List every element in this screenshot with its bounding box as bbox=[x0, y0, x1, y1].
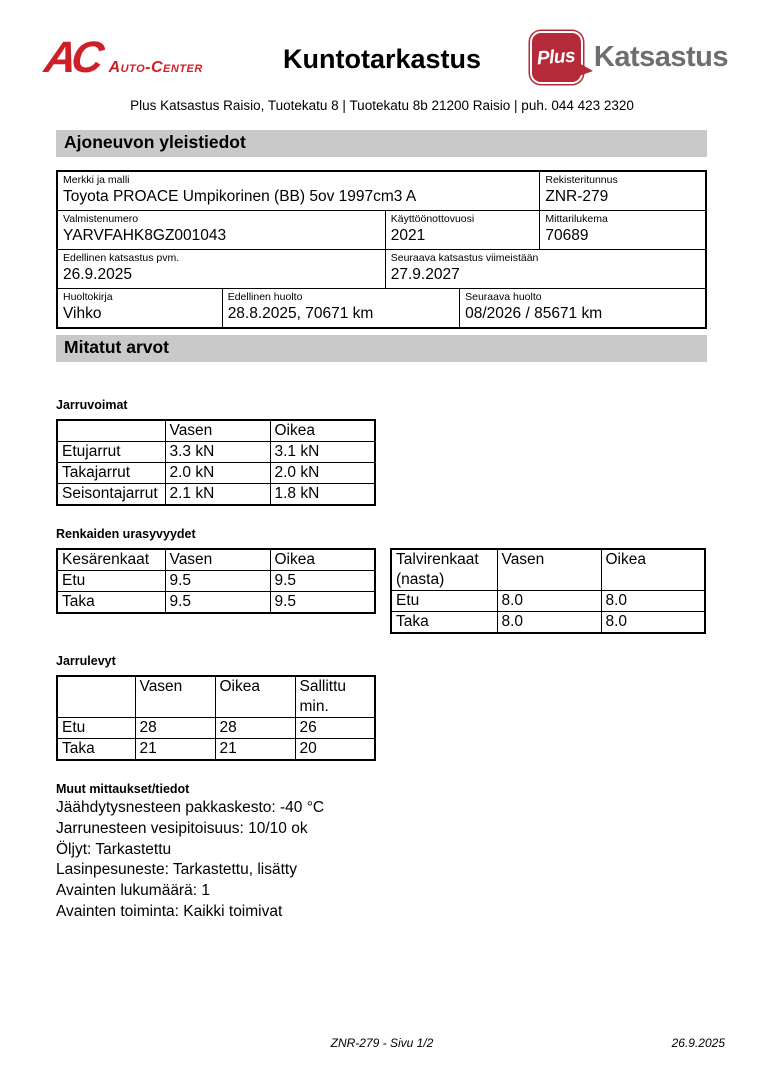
field-label: Mittarilukema bbox=[545, 213, 608, 225]
section-header-measured-values: Mitatut arvot bbox=[56, 335, 707, 362]
field-label: Valmistenumero bbox=[63, 213, 139, 225]
table-header-row bbox=[57, 676, 375, 718]
field-previous-inspection bbox=[58, 250, 385, 288]
field-vin bbox=[58, 211, 385, 249]
other-measurements-title: Muut mittaukset/tiedot bbox=[56, 782, 190, 796]
header-cell: Oikea bbox=[601, 549, 705, 591]
table-header-row bbox=[391, 549, 705, 591]
value-cell: 8.0 bbox=[601, 612, 705, 634]
header-cell: Vasen bbox=[165, 549, 270, 571]
measurement-line: Öljyt: Tarkastettu bbox=[56, 840, 172, 858]
value-cell: 21 bbox=[135, 739, 215, 761]
field-value: ZNR-279 bbox=[545, 188, 609, 205]
winter-tires-table bbox=[390, 548, 706, 634]
field-registration bbox=[539, 172, 705, 210]
header-cell: Oikea bbox=[270, 549, 375, 571]
table-header-row bbox=[57, 549, 375, 571]
field-label: Seuraava katsastus viimeistään bbox=[390, 252, 539, 264]
tread-depths-title: Renkaiden urasyvyydet bbox=[56, 527, 196, 541]
header-cell bbox=[57, 420, 165, 442]
table-row bbox=[57, 739, 375, 761]
field-value: Toyota PROACE Umpikorinen (BB) 5ov 1997cm3 A bbox=[63, 188, 417, 205]
section-header-general-info: Ajoneuvon yleistiedot bbox=[56, 130, 707, 157]
plus-katsastus-logo bbox=[530, 31, 728, 84]
field-label: Edellinen katsastus pvm. bbox=[63, 252, 180, 264]
field-next-service bbox=[459, 289, 705, 327]
row-label: Taka bbox=[57, 739, 135, 761]
field-first-use-year bbox=[385, 211, 540, 249]
measurement-line: Lasinpesuneste: Tarkastettu, lisätty bbox=[56, 861, 297, 879]
table-row bbox=[57, 463, 375, 484]
brake-forces-table bbox=[56, 419, 376, 506]
katsastus-name: Katsastus bbox=[593, 41, 728, 73]
row-label: Etu bbox=[391, 591, 497, 612]
table-row bbox=[391, 612, 705, 634]
vehicle-info-table bbox=[56, 170, 707, 329]
auto-center-name: Auto-Center bbox=[108, 59, 203, 76]
header-cell: Oikea bbox=[215, 676, 295, 718]
value-cell: 3.3 kN bbox=[165, 442, 270, 463]
value-cell: 9.5 bbox=[165, 571, 270, 592]
value-cell: 8.0 bbox=[497, 612, 601, 634]
table-row bbox=[57, 592, 375, 614]
field-label: Rekisteritunnus bbox=[545, 174, 618, 186]
table-row bbox=[58, 210, 705, 249]
header-cell: Vasen bbox=[165, 420, 270, 442]
table-row bbox=[57, 718, 375, 739]
field-next-inspection bbox=[385, 250, 705, 288]
page-title: Kuntotarkastus bbox=[282, 44, 482, 74]
value-cell: 9.5 bbox=[165, 592, 270, 614]
plus-badge-label: Plus bbox=[536, 45, 577, 69]
brake-discs-table bbox=[56, 675, 376, 761]
field-value: 28.8.2025, 70671 km bbox=[227, 305, 374, 322]
header-cell: Talvirenkaat (nasta) bbox=[391, 549, 497, 591]
row-label: Taka bbox=[391, 612, 497, 634]
value-cell: 28 bbox=[135, 718, 215, 739]
value-cell: 28 bbox=[215, 718, 295, 739]
speech-bubble-tail-icon bbox=[579, 63, 593, 76]
header-cell: Oikea bbox=[270, 420, 375, 442]
row-label: Etu bbox=[57, 571, 165, 592]
field-label: Huoltokirja bbox=[63, 291, 113, 303]
field-make-model bbox=[58, 172, 539, 210]
field-label: Edellinen huolto bbox=[227, 291, 303, 303]
header-cell: Vasen bbox=[497, 549, 601, 591]
header-cell: Sallittu min. bbox=[295, 676, 375, 718]
field-label: Merkki ja malli bbox=[63, 174, 130, 186]
value-cell: 8.0 bbox=[497, 591, 601, 612]
value-cell: 21 bbox=[215, 739, 295, 761]
field-value: 26.9.2025 bbox=[63, 266, 132, 283]
value-cell: 9.5 bbox=[270, 592, 375, 614]
field-value: Vihko bbox=[63, 305, 102, 322]
footer-date: 26.9.2025 bbox=[671, 1036, 725, 1050]
field-label: Seuraava huolto bbox=[465, 291, 542, 303]
table-row bbox=[58, 288, 705, 327]
field-odometer bbox=[539, 211, 705, 249]
auto-center-monogram-icon: AC bbox=[41, 33, 103, 82]
page-footer bbox=[0, 1036, 764, 1052]
summer-tires-table bbox=[56, 548, 376, 614]
table-row bbox=[57, 484, 375, 506]
other-measurements-list bbox=[56, 798, 764, 923]
field-value: YARVFAHK8GZ001043 bbox=[63, 227, 227, 244]
measurement-line: Jarrunesteen vesipitoisuus: 10/10 ok bbox=[56, 819, 308, 837]
value-cell: 2.0 kN bbox=[165, 463, 270, 484]
table-row bbox=[58, 172, 705, 210]
value-cell: 1.8 kN bbox=[270, 484, 375, 506]
measurement-line: Avainten toiminta: Kaikki toimivat bbox=[56, 902, 283, 920]
row-label: Taka bbox=[57, 592, 165, 614]
field-value: 2021 bbox=[390, 227, 426, 244]
field-service-book bbox=[58, 289, 222, 327]
tread-depth-tables bbox=[56, 541, 764, 634]
row-label: Seisontajarrut bbox=[57, 484, 165, 506]
field-value: 08/2026 / 85671 km bbox=[465, 305, 603, 322]
field-label: Käyttöönottovuosi bbox=[390, 213, 475, 225]
value-cell: 3.1 kN bbox=[270, 442, 375, 463]
field-value: 70689 bbox=[545, 227, 589, 244]
measured-values-content bbox=[56, 398, 764, 923]
station-address: Plus Katsastus Raisio, Tuotekatu 8 | Tuotekatu 8b 21200 Raisio | puh. 044 423 2320 bbox=[130, 98, 634, 113]
field-value: 27.9.2027 bbox=[390, 266, 460, 283]
table-row bbox=[57, 442, 375, 463]
plus-badge-icon bbox=[530, 31, 583, 84]
value-cell: 9.5 bbox=[270, 571, 375, 592]
value-cell: 2.1 kN bbox=[165, 484, 270, 506]
row-label: Etujarrut bbox=[57, 442, 165, 463]
header-cell bbox=[57, 676, 135, 718]
measurement-line: Jäähdytysnesteen pakkaskesto: -40 °C bbox=[56, 799, 325, 816]
table-header-row bbox=[57, 420, 375, 442]
table-row bbox=[391, 591, 705, 612]
field-previous-service bbox=[222, 289, 459, 327]
brake-forces-title: Jarruvoimat bbox=[56, 398, 128, 412]
value-cell: 2.0 kN bbox=[270, 463, 375, 484]
header-cell: Kesärenkaat bbox=[57, 549, 165, 571]
value-cell: 20 bbox=[295, 739, 375, 761]
row-label: Takajarrut bbox=[57, 463, 165, 484]
value-cell: 8.0 bbox=[601, 591, 705, 612]
brake-discs-title: Jarrulevyt bbox=[56, 654, 116, 668]
header-cell: Vasen bbox=[135, 676, 215, 718]
row-label: Etu bbox=[57, 718, 135, 739]
table-row bbox=[58, 249, 705, 288]
footer-page-info: ZNR-279 - Sivu 1/2 bbox=[330, 1036, 434, 1050]
report-header bbox=[0, 0, 764, 96]
measurement-line: Avainten lukumäärä: 1 bbox=[56, 882, 210, 900]
table-row bbox=[57, 571, 375, 592]
value-cell: 26 bbox=[295, 718, 375, 739]
